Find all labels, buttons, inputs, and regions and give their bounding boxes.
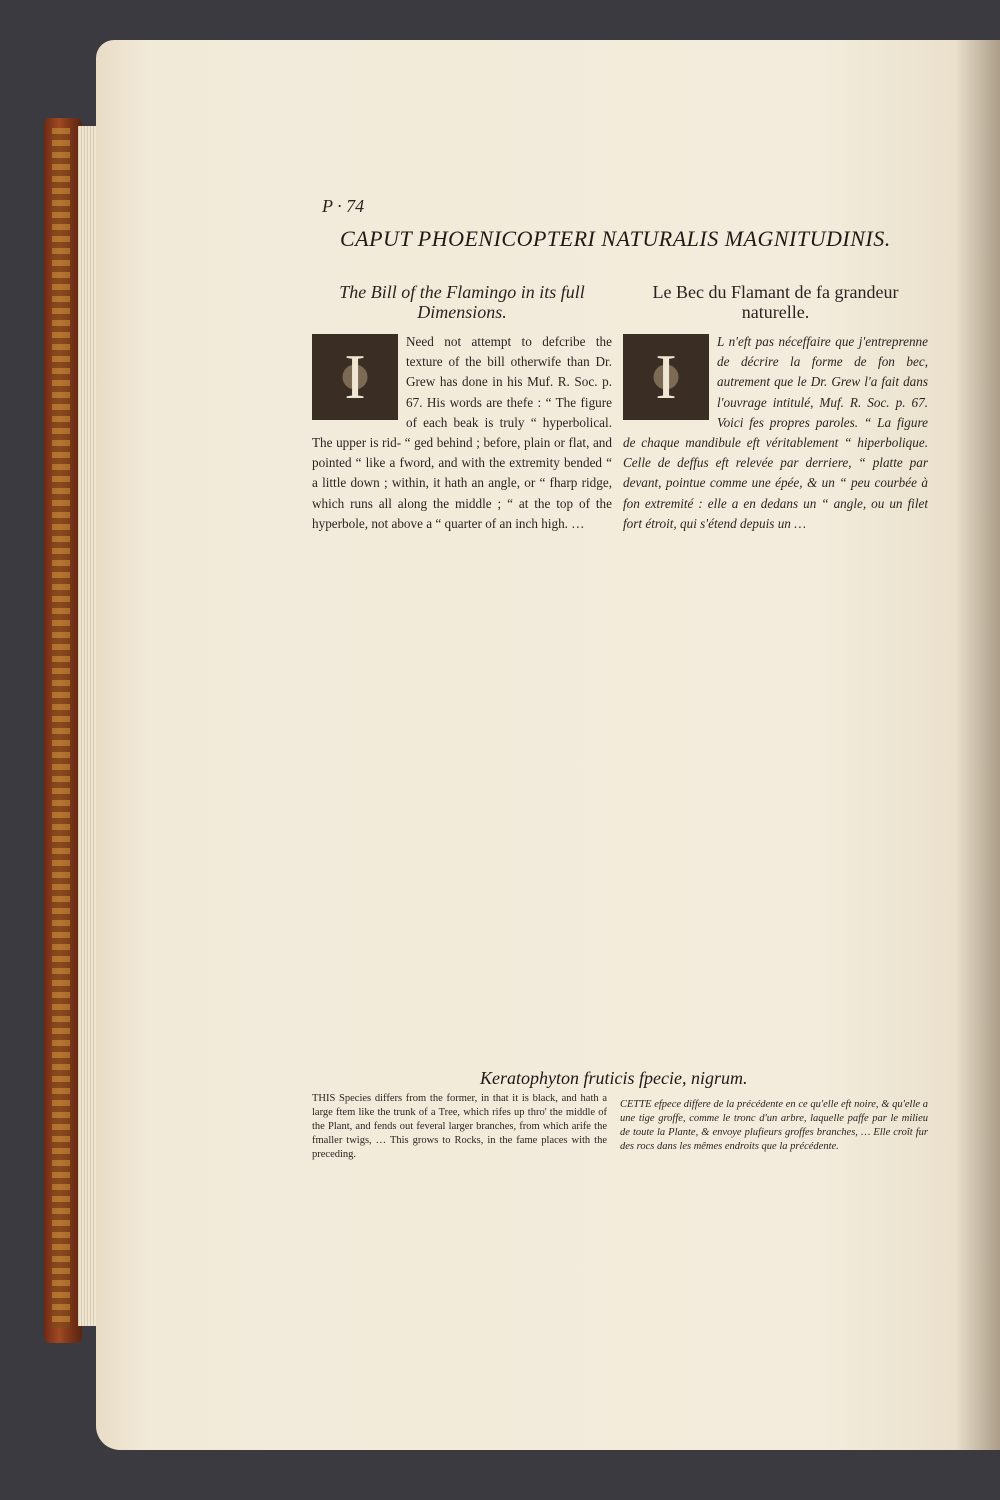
- french-heading: Le Bec du Flamant de fa grandeur naturelle.: [652, 282, 899, 322]
- page-number: P · 74: [322, 196, 365, 216]
- dropcap-letter: I: [655, 341, 677, 412]
- english-column: [312, 282, 612, 1052]
- english-body-text: Need not attempt to defcribe the texture of the bill otherwife than Dr. Grew has done in his Muf. R. Soc. p. 67. His words are thefe : “ The figure of each beak is truly “ hyperbolical. The upper is rid- “ ged behind ; before, plain or flat, and pointed “ like a fword, and with the extremity bended “ a little down ; within, it hath an angle, or “ fharp ridge, which runs all along the middle ; “ at the top of the hyperbole, not above a “ quarter of an inch high. …: [312, 334, 612, 531]
- ornamental-dropcap-english: [312, 334, 398, 420]
- section-subtitle: Keratophyton fruticis fpecie, nigrum.: [480, 1068, 748, 1088]
- english-body: [312, 332, 612, 1052]
- ornamental-dropcap-french: [623, 334, 709, 420]
- french-body: [623, 332, 928, 1052]
- english-heading: The Bill of the Flamingo in its full Dimensions.: [339, 282, 585, 322]
- footnote-english: THIS Species differs from the former, in that it is black, and hath a large ftem like the trunk of a Tree, which rifes up thro' the middle of the Plant, and fends out feveral larger branches, from which arife the fmaller twigs, … This grows to Rocks, in the fame places with the preceding.: [312, 1093, 607, 1160]
- book-spine: [44, 118, 82, 1343]
- dropcap-letter: I: [344, 341, 366, 412]
- footnote-french: CETTE efpece differe de la précédente en ce qu'elle eft noire, & qu'elle a une tige groffe, comme le tronc d'un arbre, laquelle paffe par le milieu de toute la Plante, & envoye plufieurs groffes branches, … Elle croît fur des rocs dans les mêmes endroits que la précédente.: [620, 1099, 928, 1152]
- main-title: CAPUT PHOENICOPTERI NATURALIS MAGNITUDINIS.: [340, 226, 891, 251]
- page-gutter-shadow: [955, 40, 1000, 1450]
- french-column: [623, 282, 928, 1052]
- french-body-text: L n'eft pas néceffaire que j'entreprenne de décrire la forme de fon bec, autrement que le Dr. Grew l'a fait dans l'ouvrage intitulé, Muf. R. Soc. p. 67. Voici fes propres paroles. “ La figure de chaque mandibule eft véritablement “ hiperbolique. Celle de deffus eft relevée par derriere, “ platte par devant, pointue comme une épée, & un “ peu courbée à fon extremité : elle a en dedans un “ angle, ou un filet fort étroit, qui s'étend depuis un …: [623, 334, 928, 531]
